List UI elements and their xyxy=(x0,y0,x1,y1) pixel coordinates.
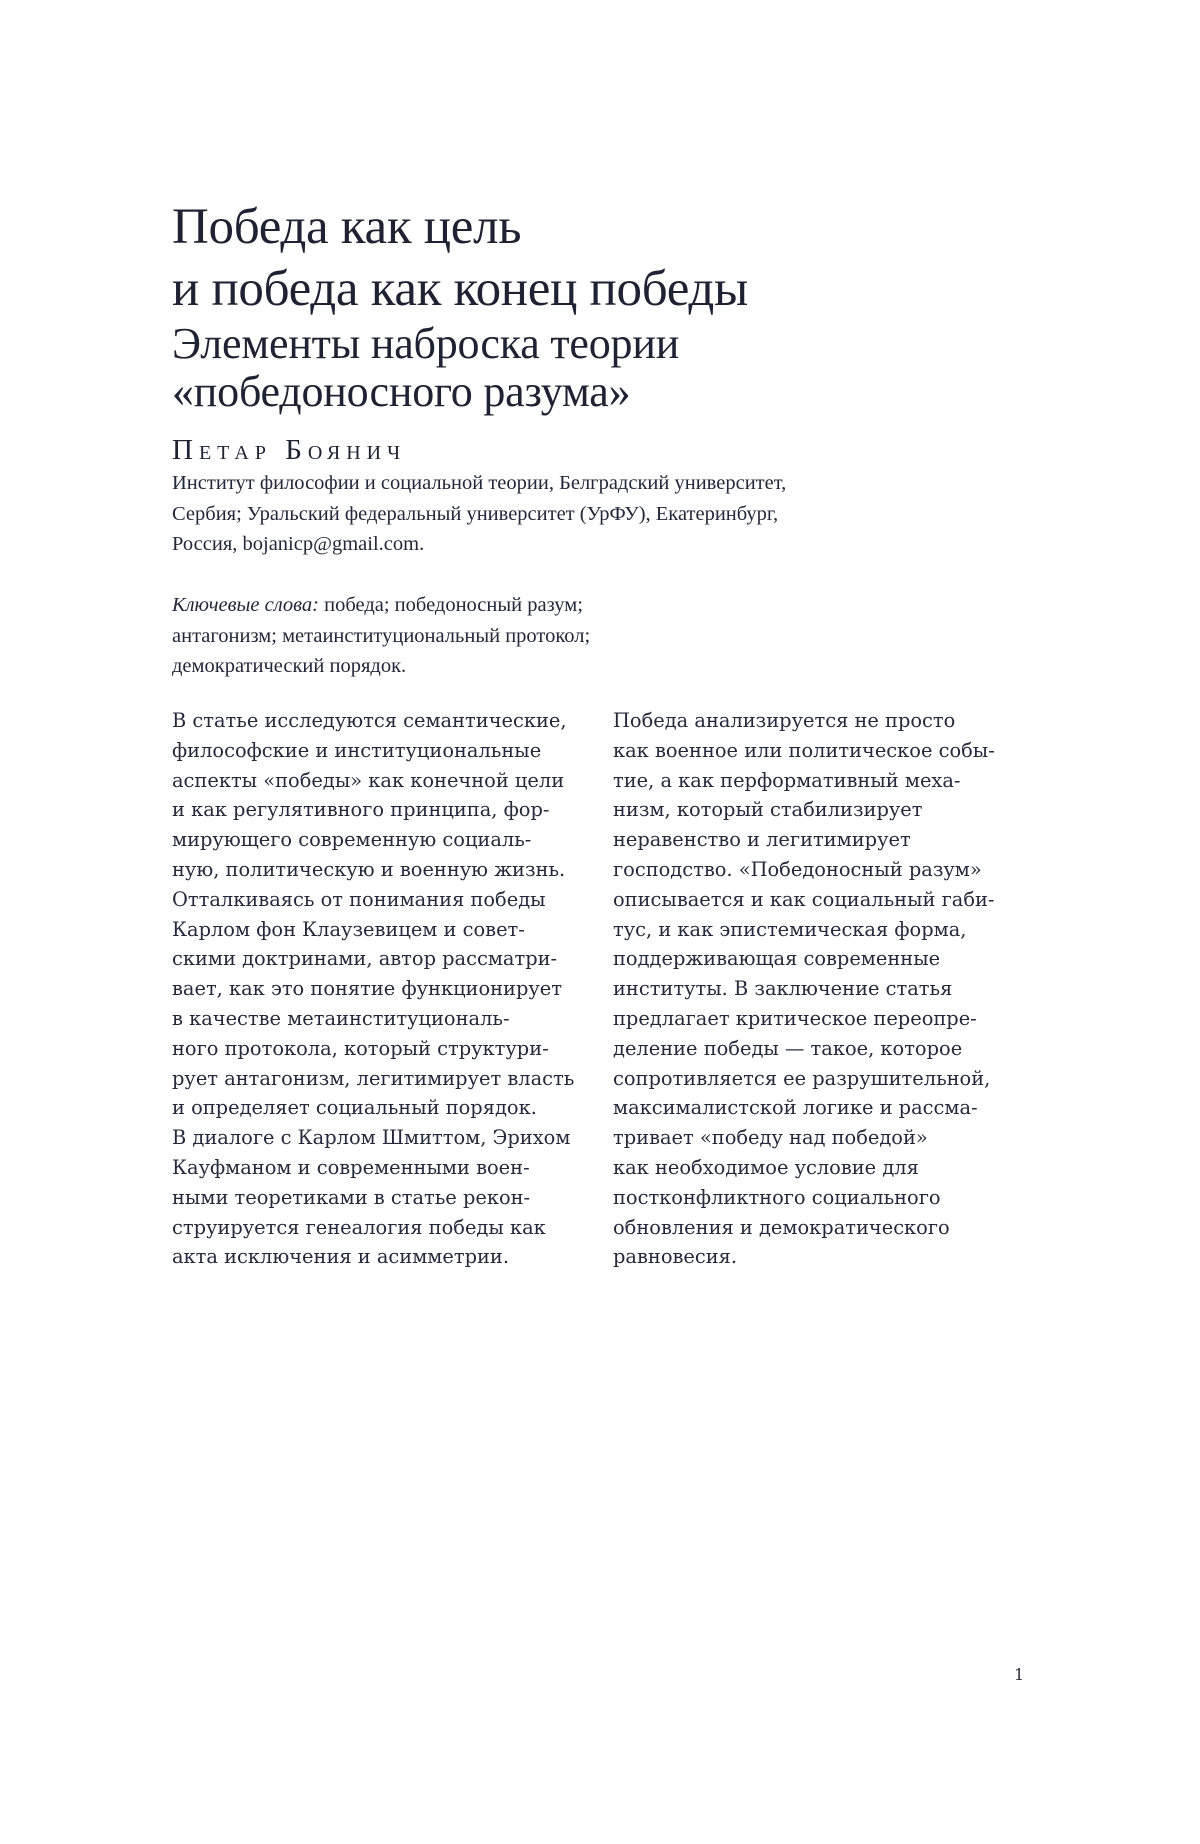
abstract-line: неравенство и легитимирует xyxy=(613,828,911,852)
article-title-line: Победа как цель xyxy=(172,199,522,255)
abstract-line: акта исключения и асимметрии. xyxy=(172,1245,509,1269)
abstract-line: ными теоретиками в статье рекон- xyxy=(172,1185,531,1209)
abstract-line: постконфликтного социального xyxy=(613,1185,941,1209)
keywords-block xyxy=(172,590,932,682)
keywords-text: победа; победоносный разум; xyxy=(319,594,583,616)
abstract-line: Отталкиваясь от понимания победы xyxy=(172,887,546,911)
abstract-line: Победа анализируется не просто xyxy=(613,709,956,732)
keywords-label: Ключевые слова: xyxy=(172,594,319,616)
article-subtitle-line: «победоносного разума» xyxy=(172,367,631,416)
keywords-line xyxy=(172,590,932,621)
keywords-line: антагонизм; метаинституциональный протокол; xyxy=(172,624,591,647)
abstract-line: скими доктринами, автор рассматри- xyxy=(172,947,558,971)
abstract-line: как необходимое условие для xyxy=(613,1155,919,1179)
abstract-line: равновесия. xyxy=(613,1245,738,1269)
abstract-line: поддерживающая современные xyxy=(613,947,941,971)
abstract-line: ную, политическую и военную жизнь. xyxy=(172,857,566,881)
abstract-line: описывается и как социальный габи- xyxy=(613,887,995,911)
page-number: 1 xyxy=(1014,1665,1025,1684)
abstract-line: сопротивляется ее разрушительной, xyxy=(613,1066,991,1090)
abstract-line: низм, который стабилизирует xyxy=(613,798,923,822)
author-affiliation xyxy=(172,468,972,560)
article-title-line: и победа как конец победы xyxy=(172,261,748,317)
abstract-column-left xyxy=(172,706,592,1272)
abstract-line: как военное или политическое собы- xyxy=(613,738,995,762)
abstract-line: господство. «Победоносный разум» xyxy=(613,857,982,881)
abstract-line: струируется генеалогия победы как xyxy=(172,1215,546,1239)
abstract-line: тие, а как перформативный меха- xyxy=(613,768,961,792)
abstract-line: и как регулятивного принципа, фор- xyxy=(172,798,550,822)
affiliation-line: Институт философии и социальной теории, Белградский университет, xyxy=(172,472,787,494)
abstract-line: обновления и демократического xyxy=(613,1215,950,1239)
abstract-line: ного протокола, который структури- xyxy=(172,1036,549,1060)
abstract-line: тус, и как эпистемическая форма, xyxy=(613,917,967,941)
abstract-line: и определяет социальный порядок. xyxy=(172,1096,537,1120)
abstract-line: В диалоге с Карлом Шмиттом, Эрихом xyxy=(172,1126,571,1150)
affiliation-line: Россия, bojanicp@gmail.com. xyxy=(172,533,425,555)
affiliation-line: Сербия; Уральский федеральный университет (УрФУ), Екатеринбург, xyxy=(172,502,779,525)
abstract-line: тривает «победу над победой» xyxy=(613,1126,928,1150)
abstract-line: аспекты «победы» как конечной цели xyxy=(172,768,565,792)
abstract-line: предлагает критическое переопре- xyxy=(613,1006,977,1030)
abstract-line: Кауфманом и современными воен- xyxy=(172,1155,530,1179)
abstract-line: максималистской логике и рассма- xyxy=(613,1096,978,1120)
author-name: Петар Боянич xyxy=(172,434,407,466)
keywords-line: демократический порядок. xyxy=(172,655,407,677)
abstract-line: в качестве метаинституциональ- xyxy=(172,1006,510,1030)
abstract-line: В статье исследуются семантические, xyxy=(172,709,567,732)
article-subtitle-line: Элементы наброска теории xyxy=(172,319,680,368)
abstract-line: вает, как это понятие функционирует xyxy=(172,977,563,1001)
abstract-line: философские и институциональные xyxy=(172,738,542,762)
abstract-line: деление победы — такое, которое xyxy=(613,1036,963,1060)
abstract-line: мирующего современную социаль- xyxy=(172,828,532,852)
abstract-line: рует антагонизм, легитимирует власть xyxy=(172,1066,575,1090)
abstract-line: Карлом фон Клаузевицем и совет- xyxy=(172,917,525,941)
abstract-line: институты. В заключение статья xyxy=(613,977,953,1001)
abstract-column-right xyxy=(613,706,1033,1272)
article-title-block xyxy=(172,196,1072,416)
